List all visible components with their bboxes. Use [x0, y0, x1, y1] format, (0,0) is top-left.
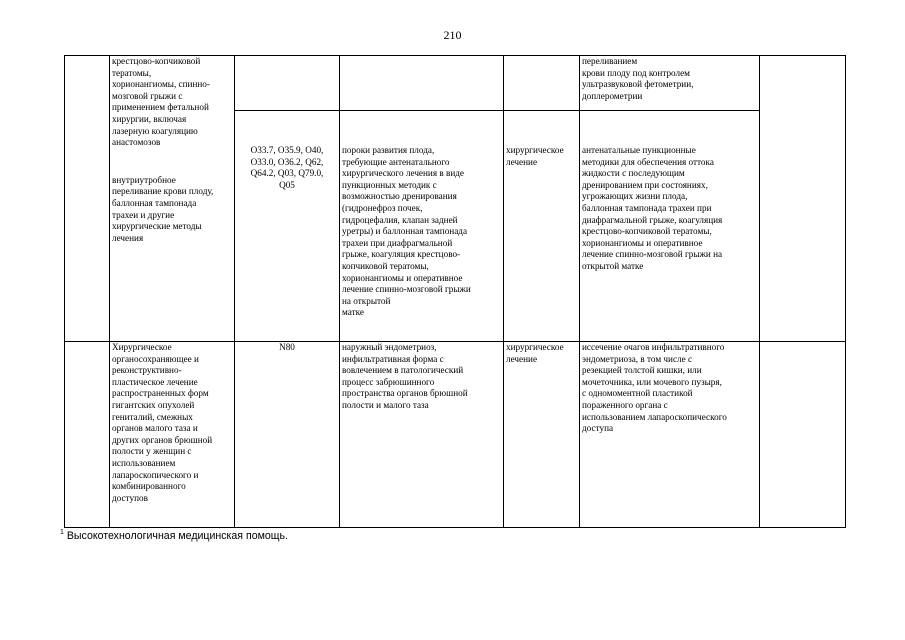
text-line: доступов [112, 492, 148, 503]
text-line: с одномоментной пластикой [582, 388, 693, 399]
cell-model [340, 111, 504, 342]
text-line: гениталий, смежных [112, 411, 193, 422]
table-row [65, 342, 846, 528]
text-line: лечение [506, 156, 538, 167]
text-line: органосохраняющее и [112, 353, 199, 364]
cell-method [580, 342, 760, 528]
text-line: лечения [112, 232, 144, 243]
text-line: полости у женщин с [112, 446, 192, 457]
text-line: гидроцефалия, клапан задней [342, 214, 458, 225]
cell-codes-empty [235, 56, 340, 111]
text-line: хирургическое [506, 145, 564, 155]
footnote-marker: 1 [60, 529, 64, 536]
text-line: грыже, коагуляция крестцово- [342, 249, 461, 260]
footnote-text: Высокотехнологичная медицинская помощь. [66, 530, 288, 542]
method-lines [582, 342, 757, 435]
text-line: Q05 [279, 179, 295, 190]
text-line: лечение спинно-мозговой грыжи [342, 284, 471, 295]
text-line: копчиковой тератомы, [342, 260, 429, 271]
top-method-lines [112, 56, 232, 149]
text-line: ультразвуковой фетометрии, [582, 79, 694, 90]
method-lines [582, 145, 757, 273]
text-line: применением фетальной [112, 102, 209, 113]
table-row [65, 56, 846, 111]
cell-codes [235, 111, 340, 342]
text-line: иссечение очагов инфильтративного [582, 342, 725, 352]
text-line: хорионангиомы и оперативное [582, 237, 703, 248]
text-line: дренированием при состояниях, [582, 179, 708, 190]
text-line: эндометриоза, в том числе с [582, 353, 693, 364]
text-line: внутриутробное [112, 174, 176, 185]
cell-type-empty [504, 56, 580, 111]
type-lines [506, 342, 577, 365]
text-line: хорионангиомы, спинно- [112, 79, 210, 90]
text-line: на открытой [342, 295, 391, 306]
text-line: мозговой грыжи с [112, 90, 183, 101]
text-line: доплерометрии [582, 90, 643, 101]
text-line: уретры) и баллонная тампонада [342, 226, 468, 237]
text-line: жидкости с последующим [582, 168, 685, 179]
text-line: распространенных форм [112, 388, 209, 399]
text-line: крови плоду под контролем [582, 67, 690, 78]
type-lines [506, 145, 577, 168]
text-line: органов малого таза и [112, 423, 198, 434]
text-line: пространства органов брюшной [342, 388, 468, 399]
text-line: Q64.2, Q03, Q79.0, [250, 168, 324, 179]
text-line: угрожающих жизни плода, [582, 191, 688, 202]
top-method-lines-2 [112, 175, 232, 245]
cell-method [580, 111, 760, 342]
text-line: анастомозов [112, 137, 161, 148]
text-line: доступа [582, 423, 614, 434]
text-line: полости и малого таза [342, 399, 429, 410]
text-line: (гидронефроз почек, [342, 202, 423, 213]
text-line: матке [342, 307, 364, 318]
text-line: хирургическое [506, 342, 564, 352]
text-line: комбинированного [112, 481, 186, 492]
codes-lines [237, 145, 337, 191]
cell-model-empty [340, 56, 504, 111]
name-lines [112, 342, 232, 504]
cell-index [65, 56, 110, 342]
text-line: O33.0, O36.2, Q62, [250, 156, 324, 167]
text-line: лапароскопического и [112, 469, 199, 480]
cell-method-name [110, 56, 235, 342]
text-line: инфильтративная форма с [342, 353, 444, 364]
text-line: лазерную коагуляцию [112, 125, 198, 136]
text-line: возможностью дренирования [342, 191, 457, 202]
text-line: пораженного органа с [582, 399, 668, 410]
model-lines [342, 342, 501, 412]
cell-type [504, 342, 580, 528]
text-line: лечение [506, 353, 538, 364]
text-line: переливание крови плоду, [112, 186, 214, 197]
text-line: наружный эндометриоз, [342, 342, 437, 352]
text-line: методики для обеспечения оттока [582, 156, 714, 167]
footnote [60, 529, 288, 542]
text-line: баллонная тампонада [112, 197, 197, 208]
page-number: 210 [443, 28, 462, 42]
text-line: O33.7, O35.9, O40, [250, 145, 324, 155]
text-line: антенатальные пункционные [582, 145, 696, 155]
text-line: лечение спинно-мозговой грыжи на [582, 249, 723, 260]
text-line: открытой матке [582, 260, 644, 271]
text-line: мочеточника, или мочевого пузыря, [582, 376, 722, 387]
text-line: пороки развития плода, [342, 145, 435, 155]
treatment-table [64, 55, 846, 528]
text-line: гигантских опухолей [112, 399, 195, 410]
text-line: других органов брюшной [112, 434, 213, 445]
text-line: хирургического лечения в виде [342, 168, 465, 179]
text-line: трахеи и другие [112, 209, 175, 220]
text-line: трахеи при диафрагмальной [342, 237, 453, 248]
text-line: вовлечением в патологический [342, 365, 464, 376]
text-line: реконструктивно- [112, 365, 182, 376]
cell-code: N80 [235, 342, 340, 528]
treatment-continued-lines [582, 56, 757, 102]
cell-index [65, 342, 110, 528]
cell-treatment-continued [580, 56, 760, 111]
text-line: хирургии, включая [112, 113, 187, 124]
text-line: пластическое лечение [112, 376, 198, 387]
text-line: тератомы, [112, 67, 152, 78]
text-line: требующие антенатального [342, 156, 450, 167]
model-lines [342, 145, 501, 319]
text-line: хорионангиомы и оперативное [342, 272, 463, 283]
text-line: баллонная тампонада трахеи при [582, 202, 712, 213]
cell-norm [760, 56, 846, 342]
text-line: процесс забрюшинного [342, 376, 435, 387]
cell-norm [760, 342, 846, 528]
cell-type [504, 111, 580, 342]
text-line: резекцией толстой кишки, или [582, 365, 702, 376]
text-line: использованием лапароскопического [582, 411, 727, 422]
text-line: диафрагмальной грыже, коагуляция [582, 214, 723, 225]
cell-model [340, 342, 504, 528]
text-line: Хирургическое [112, 342, 172, 352]
text-line: хирургические методы [112, 221, 202, 232]
text-line: переливанием [582, 56, 638, 66]
text-line: крестцово-копчиковой тератомы, [582, 226, 712, 237]
text-line: крестцово-копчиковой [112, 56, 201, 66]
text-line: использованием [112, 457, 176, 468]
cell-name [110, 342, 235, 528]
text-line: пункционных методик с [342, 179, 437, 190]
